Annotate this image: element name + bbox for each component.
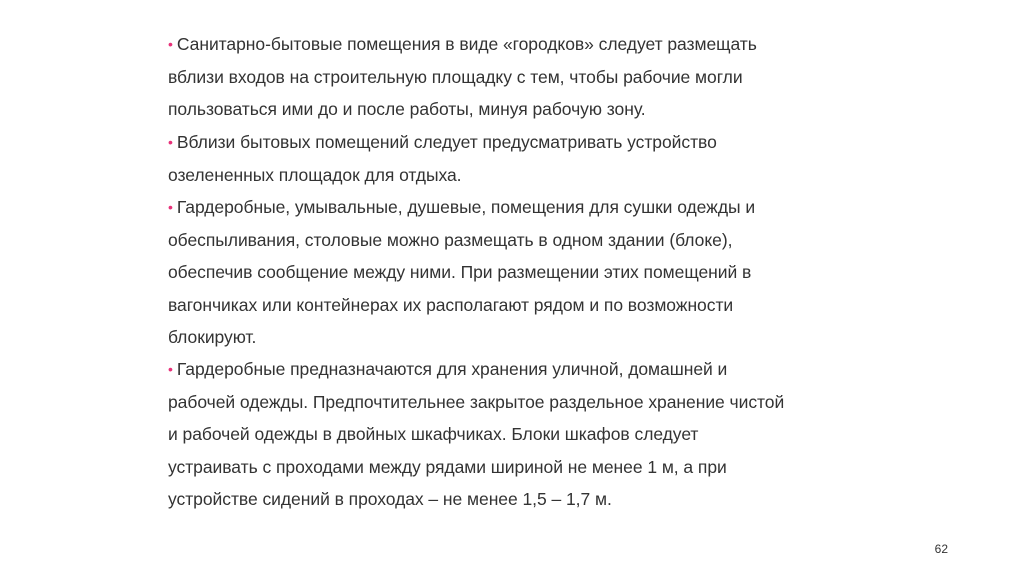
bullet-item xyxy=(168,191,868,353)
bullet-item xyxy=(168,126,868,191)
bullet-line: обеспыливания, столовые можно размещать в одном здании (блоке), xyxy=(168,230,733,251)
bullet-text: Санитарно-бытовые помещения в виде «городков» следует размещать xyxy=(176,34,757,54)
bullet-dot-icon: • xyxy=(168,36,173,52)
page-number: 62 xyxy=(934,542,948,556)
bullet-text: Гардеробные предназначаются для хранения уличной, домашней и xyxy=(176,359,728,380)
bullet-line xyxy=(168,191,868,224)
bullet-item xyxy=(168,353,868,515)
bullet-line: блокируют. xyxy=(168,326,257,347)
bullet-line xyxy=(168,28,868,61)
bullet-text: Гардеробные, умывальные, душевые, помещения для сушки одежды и xyxy=(176,197,756,218)
bullet-dot-icon: • xyxy=(168,133,173,150)
bullet-line: озелененных площадок для отдыха. xyxy=(168,164,462,185)
bullet-line: пользоваться ими до и после работы, минуя рабочую зону. xyxy=(168,99,646,120)
bullet-line: устраивать с проходами между рядами шириной не менее 1 м, а при xyxy=(168,456,727,477)
bullet-dot-icon: • xyxy=(168,199,173,216)
bullet-line: обеспечив сообщение между ними. При размещении этих помещений в xyxy=(168,262,752,283)
bullet-line xyxy=(168,126,868,159)
bullet-line xyxy=(168,353,868,386)
bullet-line: вблизи входов на строительную площадку с тем, чтобы рабочие могли xyxy=(168,67,743,88)
bullet-line: вагончиках или контейнерах их располагают рядом и по возможности xyxy=(168,294,734,315)
bullet-line: рабочей одежды. Предпочтительнее закрытое раздельное хранение чистой xyxy=(168,392,785,413)
bullet-line: и рабочей одежды в двойных шкафчиках. Блоки шкафов следует xyxy=(168,424,699,445)
bullet-item xyxy=(168,28,868,126)
bullet-text: Вблизи бытовых помещений следует предусматривать устройство xyxy=(176,131,717,152)
slide-body xyxy=(168,28,868,515)
bullet-dot-icon: • xyxy=(168,361,173,378)
bullet-line: устройстве сидений в проходах – не менее 1,5 – 1,7 м. xyxy=(168,488,612,509)
